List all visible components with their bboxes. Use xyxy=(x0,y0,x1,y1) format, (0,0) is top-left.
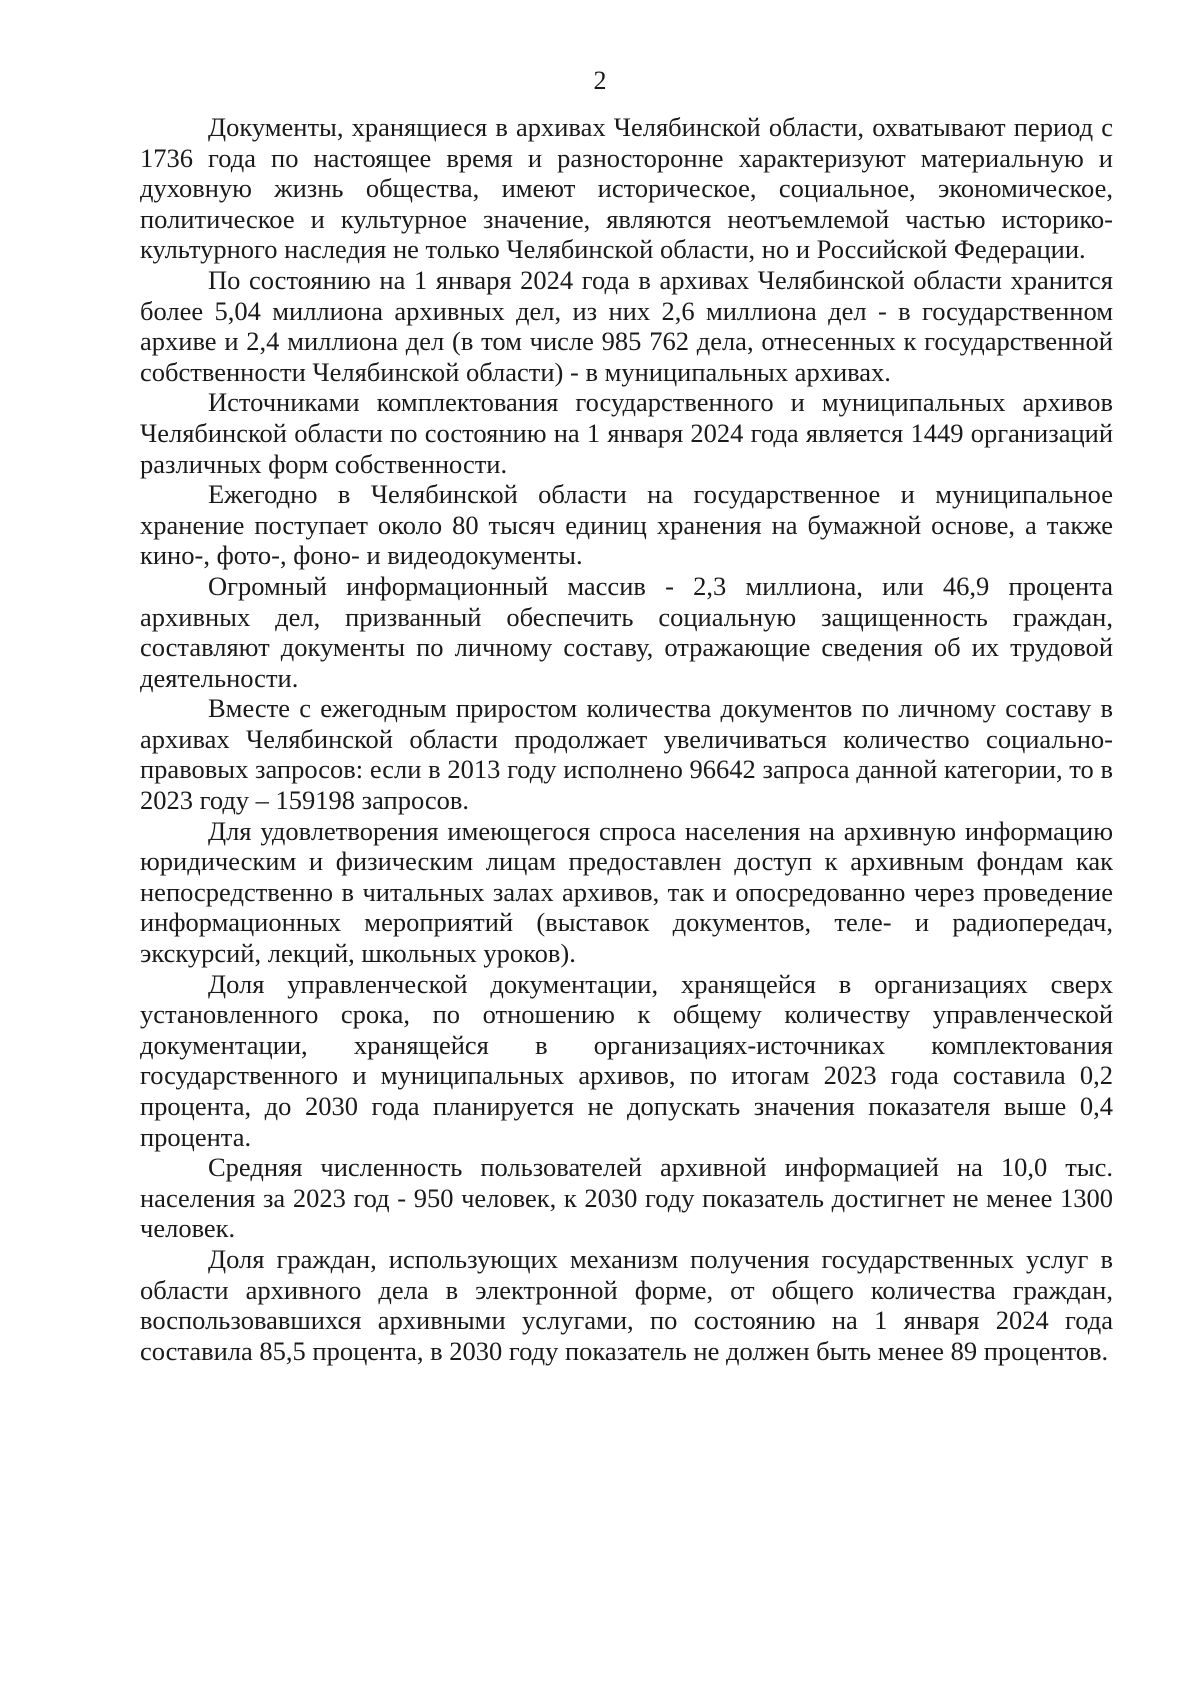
paragraph-social-legal-requests: Вместе с ежегодным приростом количества документов по личному составу в архивах Челябинской области продолжает увеличиваться количество социально-правовых запросов: если в 2013 году исполнено 96642 запроса данной категории, то в 2023 году – 159198 запросов. xyxy=(140,693,1113,816)
paragraph-public-access: Для удовлетворения имеющегося спроса населения на архивную информацию юридическим и физическим лицам предоставлен доступ к архивным фондам как непосредственно в читальных залах архивов, так и опосредованно через проведение информационных мероприятий (выставок документов, теле- и радиопередач, экскурсий, лекций, школьных уроков). xyxy=(140,815,1113,969)
paragraph-management-documentation: Доля управленческой документации, хранящейся в организациях сверх установленного срока, по отношению к общему количеству управленческой документации, хранящейся в организациях-источниках комплектования государственного и муниципальных архивов, по итогам 2023 года составила 0,2 процента, до 2030 года планируется не допускать значения показателя выше 0,4 процента. xyxy=(140,968,1113,1152)
paragraph-electronic-services: Доля граждан, использующих механизм получения государственных услуг в области архивного дела в электронной форме, от общего количества граждан, воспользовавшихся архивными услугами, по состоянию на 1 января 2024 года составила 85,5 процента, в 2030 году показатель не должен быть менее 89 процентов. xyxy=(140,1243,1113,1366)
paragraph-personnel-documents: Огромный информационный массив - 2,3 миллиона, или 46,9 процента архивных дел, призванный обеспечить социальную защищенность граждан, составляют документы по личному составу, отражающие сведения об их трудовой деятельности. xyxy=(140,570,1113,693)
paragraph-annual-intake: Ежегодно в Челябинской области на государственное и муниципальное хранение поступает около 80 тысяч единиц хранения на бумажной основе, а также кино-, фото-, фоно- и видеодокументы. xyxy=(140,479,1113,571)
paragraph-archive-documents-period: Документы, хранящиеся в архивах Челябинской области, охватывают период с 1736 года по настоящее время и разносторонне характеризуют материальную и духовную жизнь общества, имеют историческое, социальное, экономическое, политическое и культурное значение, являются неотъемлемой частью историко-культурного наследия не только Челябинской области, но и Российской Федерации. xyxy=(140,112,1113,265)
page-number: 2 xyxy=(593,66,607,95)
document-body xyxy=(140,112,1113,1366)
paragraph-archive-holdings: По состоянию на 1 января 2024 года в архивах Челябинской области хранится более 5,04 миллиона архивных дел, из них 2,6 миллиона дел - в государственном архиве и 2,4 миллиона дел (в том числе 985 762 дела, отнесенных к государственной собственности Челябинской области) - в муниципальных архивах. xyxy=(140,264,1113,387)
paragraph-acquisition-sources: Источниками комплектования государственного и муниципальных архивов Челябинской области по состоянию на 1 января 2024 года является 1449 организаций различных форм собственности. xyxy=(140,387,1113,479)
paragraph-user-count: Средняя численность пользователей архивной информацией на 10,0 тыс. населения за 2023 год - 950 человек, к 2030 году показатель достигнет не менее 1300 человек. xyxy=(140,1152,1113,1244)
